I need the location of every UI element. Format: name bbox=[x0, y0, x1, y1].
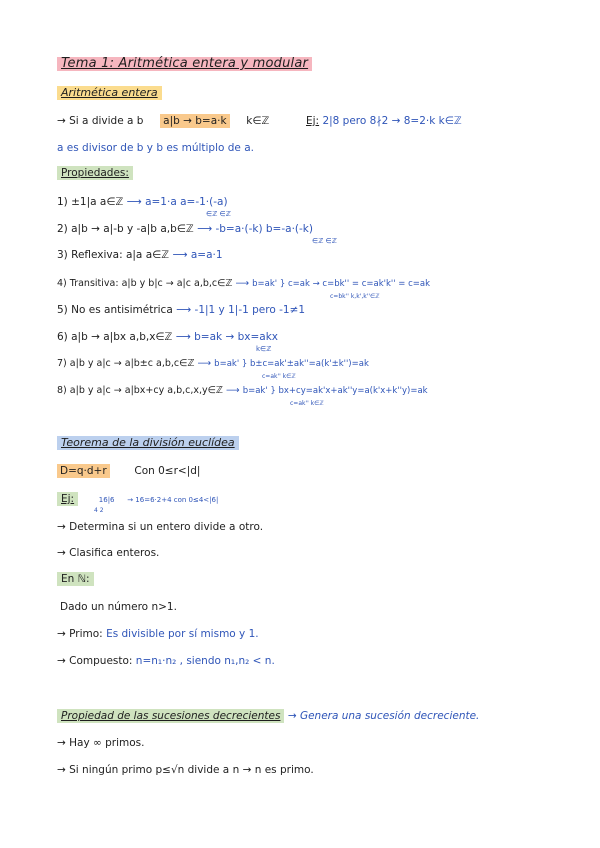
definition-line: → Si a divide a b a|b → b=a·k k∈ℤ Ej: 2|8 pero 8∤2 → 8=2·k k∈ℤ bbox=[57, 115, 462, 127]
property-4-sub: c=bk'' k,k',k''∈ℤ bbox=[330, 293, 380, 300]
property-1-sub: ∈ℤ ∈ℤ bbox=[206, 210, 231, 218]
bullet-infinitos-primos: → Hay ∞ primos. bbox=[57, 737, 145, 749]
props-heading: Propiedades: bbox=[57, 166, 133, 180]
primo-line: → Primo: Es divisible por sí mismo y 1. bbox=[57, 628, 259, 640]
section-heading-sucesiones: Propiedad de las sucesiones decrecientes → Genera una sucesión decreciente. bbox=[57, 709, 479, 723]
bullet-determina: → Determina si un entero divide a otro. bbox=[57, 521, 264, 533]
en-n-label: En ℕ: bbox=[57, 572, 94, 586]
division-example: Ej: 16|6 → 16=6·2+4 con 0≤4<|6| bbox=[57, 492, 218, 507]
example-label: Ej: bbox=[306, 115, 320, 127]
bullet-clasifica: → Clasifica enteros. bbox=[57, 547, 160, 559]
bullet-criterio-primo: → Si ningún primo p≤√n divide a n → n es primo. bbox=[57, 764, 314, 776]
compuesto-line: → Compuesto: n=n₁·n₂ , siendo n₁,n₂ < n. bbox=[57, 655, 275, 667]
division-formula-line: D=q·d+r Con 0≤r<|d| bbox=[57, 464, 200, 478]
division-example-remainder: 4 2 bbox=[94, 507, 104, 514]
section-heading-aritmetica: Aritmética entera bbox=[57, 86, 162, 100]
property-6: 6) a|b → a|bx a,b,x∈ℤ ⟶ b=ak → bx=akx bbox=[57, 331, 278, 343]
property-2: 2) a|b → a|-b y -a|b a,b∈ℤ ⟶ -b=a·(-k) b=-a·(-k) bbox=[57, 223, 313, 235]
property-4: 4) Transitiva: a|b y b|c → a|c a,b,c∈ℤ ⟶ b=ak' } c=ak → c=bk'' = c=ak'k'' = c=ak bbox=[57, 278, 431, 289]
dado-line: Dado un número n>1. bbox=[60, 601, 177, 613]
property-7-sub: c=ak'' k∈ℤ bbox=[262, 373, 296, 380]
property-3: 3) Reflexiva: a|a a∈ℤ ⟶ a=a·1 bbox=[57, 249, 223, 261]
property-8: 8) a|b y a|c → a|bx+cy a,b,c,x,y∈ℤ ⟶ b=ak' } bx+cy=ak'x+ak''y=a(k'x+k''y)=ak bbox=[57, 385, 428, 396]
property-5: 5) No es antisimétrica ⟶ -1|1 y 1|-1 pero -1≠1 bbox=[57, 304, 306, 316]
property-1: 1) ±1|a a∈ℤ ⟶ a=1·a a=-1·(-a) bbox=[57, 196, 228, 208]
page-title: Tema 1: Aritmética entera y modular bbox=[57, 57, 312, 71]
property-7: 7) a|b y a|c → a|b±c a,b,c∈ℤ ⟶ b=ak' } b±c=ak'±ak''=a(k'±k'')=ak bbox=[57, 358, 369, 369]
property-8-sub: c=ak'' k∈ℤ bbox=[290, 400, 324, 407]
section-heading-division: Teorema de la división euclídea bbox=[57, 436, 239, 450]
definition-line-2: a es divisor de b y b es múltiplo de a. bbox=[57, 142, 255, 154]
property-2-sub: ∈ℤ ∈ℤ bbox=[312, 237, 337, 245]
property-6-sub: k∈ℤ bbox=[256, 345, 272, 353]
